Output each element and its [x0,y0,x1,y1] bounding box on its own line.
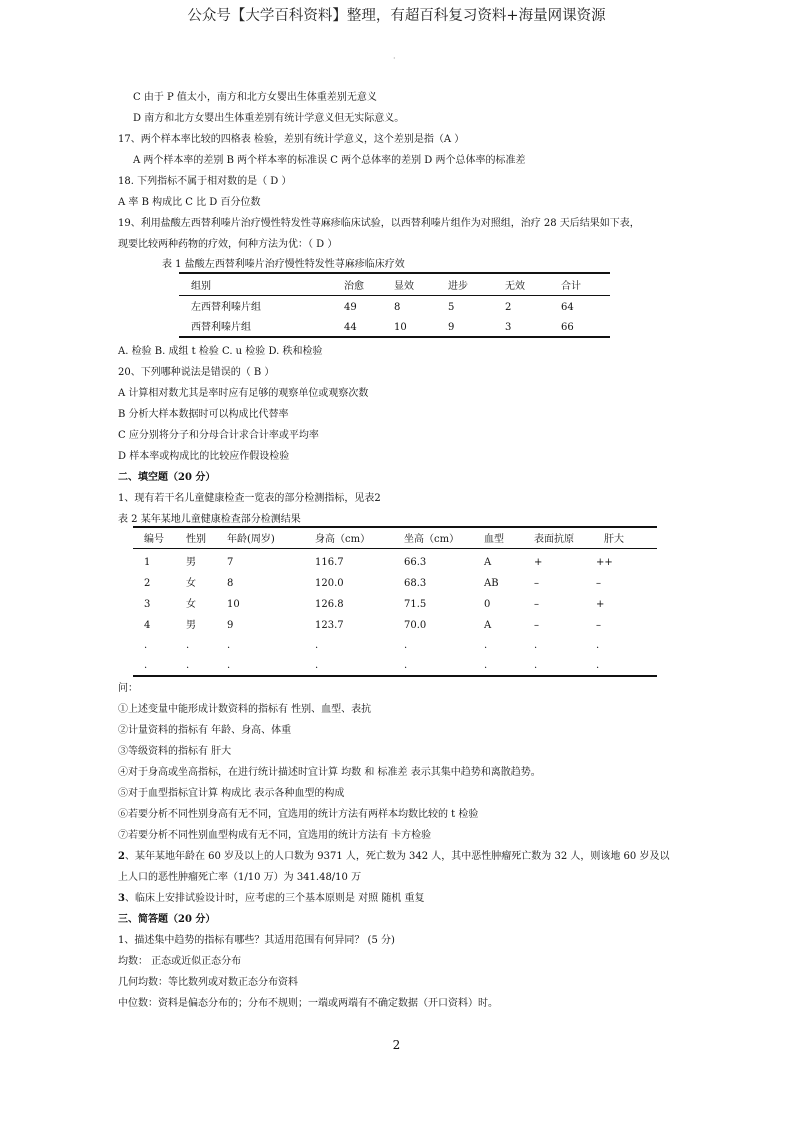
table2-cell: 71.5 [404,599,427,610]
table1-header-cell: 治愈 [344,281,364,292]
short-answer-1: 1、描述集中趋势的指标有哪些？其适用范围有何异同？ (5 分) [118,935,395,946]
table2-bottom-rule [133,675,657,677]
option-d-line: D 南方和北方女婴出生体重差别有统计学意义但无实际意义。 [133,113,405,124]
table1-cell: 9 [448,322,455,333]
table1-header-cell: 显效 [394,281,414,292]
question-18-options: A 率 B 构成比 C 比 D 百分位数 [118,197,261,208]
table2-cell: – [534,620,539,631]
table2-cell: 1 [144,557,151,568]
table2-cell: – [596,620,601,631]
table2-cell: – [596,578,601,589]
table1-header-cell: 进步 [448,281,468,292]
sub-question-7: ⑦若要分析不同性别血型构成有无不同，宜选用的统计方法有 卡方检验 [118,830,432,841]
table2-cell: . [404,640,408,651]
table2-cell: 女 [186,578,196,589]
table2-cell: – [534,599,539,610]
section-2-title: 二、填空题（20 分） [118,472,216,483]
table2-cell: . [227,660,231,671]
table2-cell: 123.7 [315,620,344,631]
table1-cell: 8 [394,302,401,313]
page-number: 2 [392,1038,401,1052]
table2-cell: A [484,557,492,568]
fill-item-3-number: 3 [118,893,125,904]
sub-question-1: ①上述变量中能形成计数资料的指标有 性别、血型、表抗 [118,704,372,715]
table2-header-cell: 身高（cm） [315,534,371,545]
table2-cell: 70.0 [404,620,427,631]
table2-top-rule [133,526,657,528]
fill-item-2-cont: 上人口的恶性肿瘤死亡率（1/10 万）为 341.48/10 万 [118,872,362,883]
sub-question-6: ⑥若要分析不同性别身高有无不同，宜选用的统计方法有两样本均数比较的 t 检验 [118,809,479,820]
table2-cell: 4 [144,620,151,631]
table1-caption: 表 1 盐酸左西替利嗪片治疗慢性特发性荨麻疹临床疗效 [162,259,405,270]
fill-item-3 [118,893,425,905]
table2-cell: 女 [186,599,196,610]
table2-cell: . [534,640,538,651]
table2-cell: + [534,557,543,568]
answer-mean: 均数： 正态或近似正态分布 [118,956,242,967]
question-19-cont: 现要比较两种药物的疗效，何种方法为优：（ D ） [118,239,338,250]
question-20-option-c: C 应分别将分子和分母合计求合计率或平均率 [118,430,319,441]
sub-question-2: ②计量资料的指标有 年龄、身高、体重 [118,725,292,736]
fill-item-2-number: 2 [118,851,125,862]
table1-cell: 66 [561,322,574,333]
answer-median: 中位数：资料是偏态分布的；分布不规则；一端或两端有不确定数据（开口资料）时。 [118,998,498,1009]
fill-item-2-text: 、某年某地年龄在 60 岁及以上的人口数为 9371 人，死亡数为 342 人，其中恶性肿瘤死亡数为 32 人，则该地 60 岁及以 [124,851,670,862]
table2-cell: 68.3 [404,578,427,589]
table2-cell: . [404,660,408,671]
table2-cell: . [484,660,488,671]
table1-cell: 2 [505,302,512,313]
fill-item-1: 1、现有若干名儿童健康检查一览表的部分检测指标，见表2 [118,493,381,504]
table2-cell: . [484,640,488,651]
question-17: 17、两个样本率比较的四格表 检验，差别有统计学意义，这个差别是指（A ） [118,134,465,145]
sub-question-4: ④对于身高或坐高指标，在进行统计描述时宜计算 均数 和 标准差 表示其集中趋势和离散趋势。 [118,767,541,778]
table1-cell: 5 [448,302,455,313]
table2-cell: – [534,578,539,589]
table2-cell: . [186,660,190,671]
table1-cell: 西替利嗪片组 [191,322,251,333]
question-20-option-d: D 样本率或构成比的比较应作假设检验 [118,451,290,462]
question-19: 19、利用盐酸左西替利嗪片治疗慢性特发性荨麻疹临床试验，以西替利嗪片组作为对照组，治疗 28 天后结果如下表， [118,218,640,229]
table1-cell: 左西替利嗪片组 [191,302,261,313]
table2-cell: . [227,640,231,651]
table1-header-cell: 组别 [191,281,211,292]
table1-cell: 10 [394,322,407,333]
table2-header-cell: 年龄(周岁) [227,534,275,545]
table2-cell: 8 [227,578,234,589]
table2-header-cell: 肝大 [604,534,624,545]
table2-cell: 120.0 [315,578,344,589]
table2-cell: 9 [227,620,234,631]
question-18: 18. 下列指标不属于相对数的是（ D ） [118,176,292,187]
table2-cell: ++ [596,557,613,568]
question-20-option-a: A 计算相对数尤其是率时应有足够的观察单位或观察次数 [118,388,369,399]
table2-cell: AB [484,578,499,589]
table2-cell: A [484,620,492,631]
table2-cell: . [186,640,190,651]
fill-item-3-text: 、临床上安排试验设计时，应考虑的三个基本原则是 对照 随机 重复 [124,893,425,904]
table1-header-rule [179,295,610,296]
section-3-title: 三、简答题（20 分） [118,914,216,925]
table2-cell: . [315,640,319,651]
table2-header-cell: 血型 [484,534,504,545]
table1-cell: 44 [344,322,357,333]
table2-cell: . [596,640,600,651]
answer-geometric-mean: 几何均数：等比数列或对数正态分布资料 [118,977,298,988]
table2-header-cell: 性别 [186,534,206,545]
table2-cell: 126.8 [315,599,344,610]
table2-cell: . [596,660,600,671]
question-20: 20、下列哪种说法是错误的（ B ） [118,367,275,378]
question-label: 问： [118,683,138,694]
question-20-option-b: B 分析大样本数据时可以构成比代替率 [118,409,289,420]
table2-cell: . [315,660,319,671]
table2-header-cell: 表面抗原 [534,534,574,545]
table1-cell: 3 [505,322,512,333]
fill-item-2 [118,851,669,863]
table1-header-cell: 合计 [561,281,581,292]
table2-header-cell: 坐高（cm） [404,534,460,545]
page-header: 公众号【大学百科资料】整理，有超百科复习资料+海量网课资源 [187,8,606,24]
question-17-options: A 两个样本率的差别 B 两个样本率的标准误 C 两个总体率的差别 D 两个总体率的标准差 [133,155,526,166]
sub-question-3: ③等级资料的指标有 肝大 [118,746,232,757]
table1-top-rule [179,272,610,274]
header-dot: · [393,54,396,63]
option-c-line: C 由于 P 值太小，南方和北方女婴出生体重差别无意义 [133,92,377,103]
table1-header-cell: 无效 [505,281,525,292]
table2-cell: + [596,599,605,610]
table2-cell: 男 [186,557,196,568]
table2-cell: 7 [227,557,234,568]
table1-cell: 64 [561,302,574,313]
table2-cell: 男 [186,620,196,631]
table2-cell: 0 [484,599,491,610]
table2-caption: 表 2 某年某地儿童健康检查部分检测结果 [118,514,301,525]
table1-cell: 49 [344,302,357,313]
table2-header-cell: 编号 [144,534,164,545]
table2-cell: 10 [227,599,240,610]
table2-cell: 116.7 [315,557,344,568]
table2-cell: . [144,640,148,651]
question-19-options: A. 检验 B. 成组 t 检验 C. u 检验 D. 秩和检验 [118,346,323,357]
table2-header-rule [133,548,657,549]
table2-cell: 66.3 [404,557,427,568]
table2-cell: . [144,660,148,671]
sub-question-5: ⑤对于血型指标宜计算 构成比 表示各种血型的构成 [118,788,345,799]
table2-cell: . [534,660,538,671]
table2-cell: 3 [144,599,151,610]
table1-bottom-rule [179,336,610,338]
table2-cell: 2 [144,578,151,589]
